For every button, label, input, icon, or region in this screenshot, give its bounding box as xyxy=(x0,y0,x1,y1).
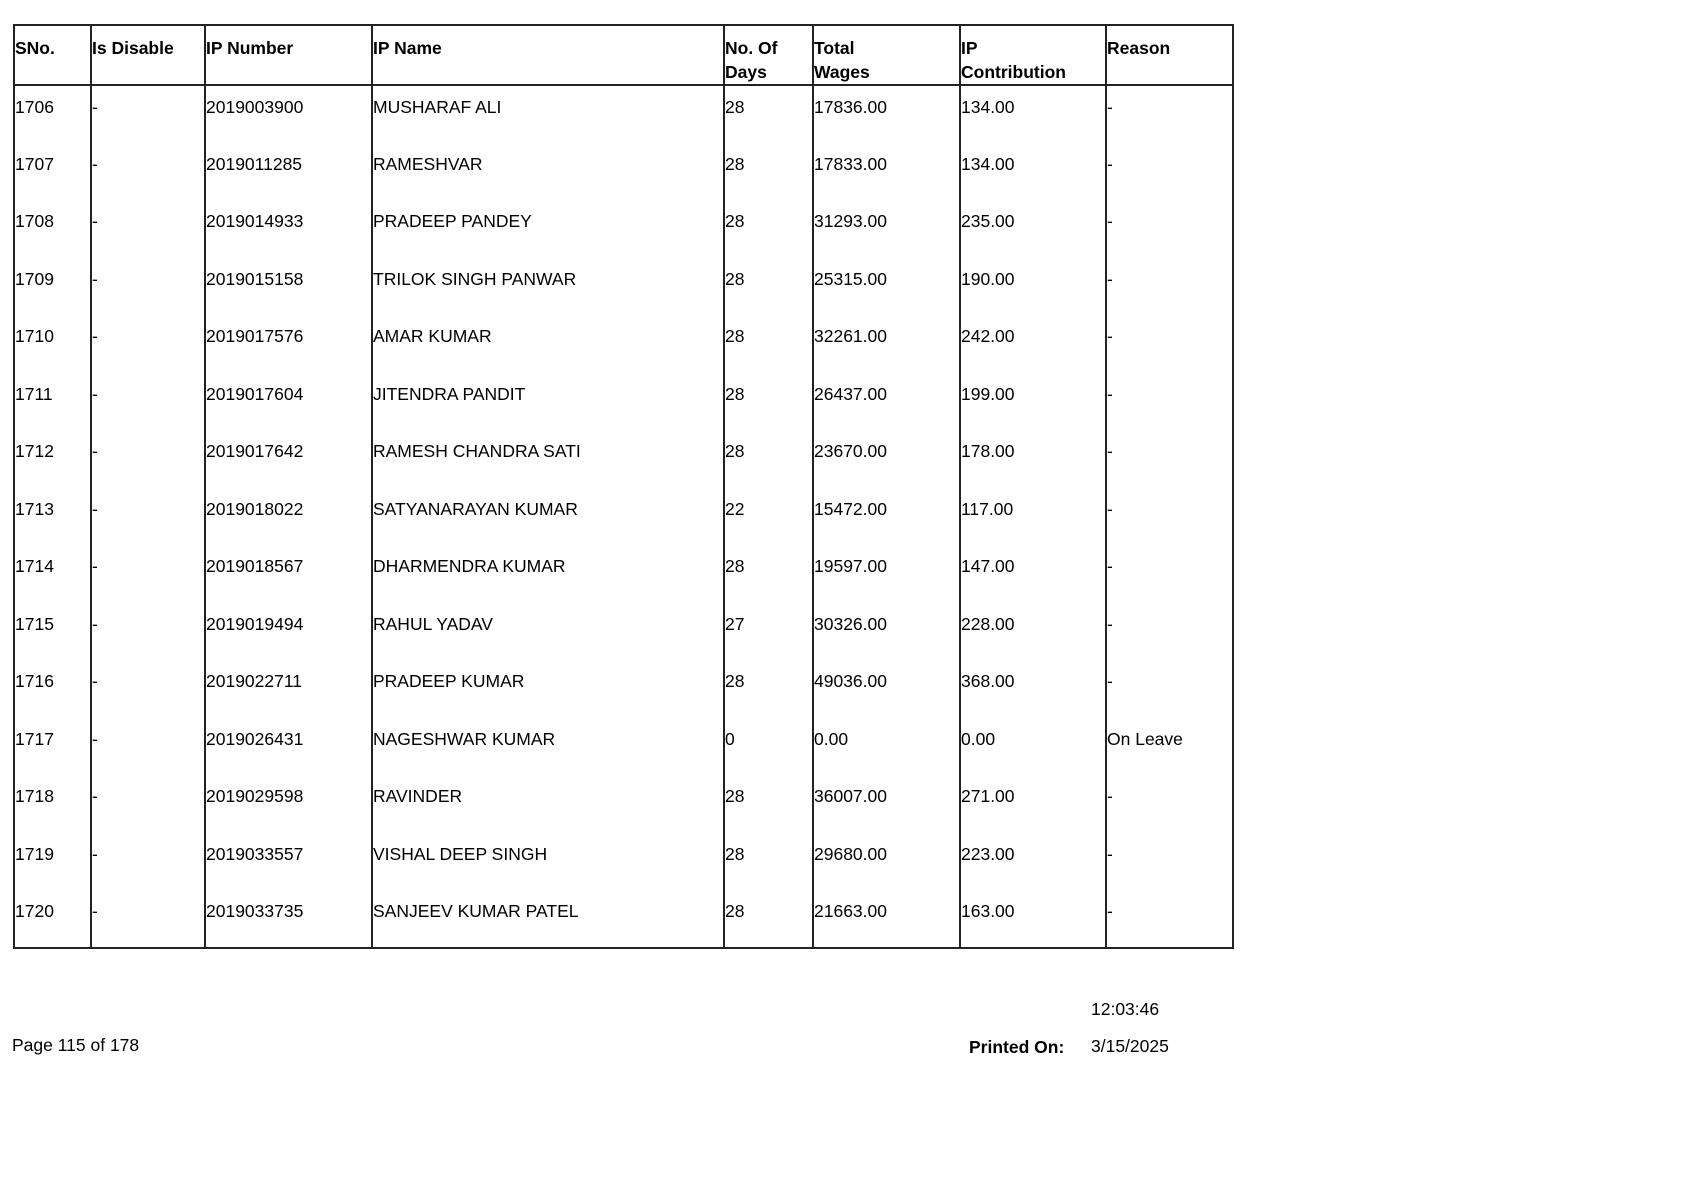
cell-reason: On Leave xyxy=(1106,718,1233,776)
cell-ip-name: RAHUL YADAV xyxy=(372,603,724,661)
cell-ip-contribution: 199.00 xyxy=(960,373,1106,431)
cell-total-wages: 21663.00 xyxy=(813,890,960,948)
cell-ip-contribution: 117.00 xyxy=(960,488,1106,546)
cell-sno: 1711 xyxy=(14,373,91,431)
cell-ip-contribution: 368.00 xyxy=(960,660,1106,718)
cell-ip-name: AMAR KUMAR xyxy=(372,315,724,373)
header-row xyxy=(14,25,1233,85)
contribution-table xyxy=(13,24,1234,949)
cell-ip-number: 2019029598 xyxy=(205,775,372,833)
table-row xyxy=(14,775,1233,833)
header-total-wages-line2: Wages xyxy=(814,62,870,82)
cell-ip-number: 2019014933 xyxy=(205,200,372,258)
table-row xyxy=(14,315,1233,373)
cell-ip-name: VISHAL DEEP SINGH xyxy=(372,833,724,891)
header-no-of-days xyxy=(724,25,813,85)
cell-is-disable: - xyxy=(91,833,205,891)
header-sno: SNo. xyxy=(14,25,91,85)
cell-ip-name: SATYANARAYAN KUMAR xyxy=(372,488,724,546)
cell-sno: 1708 xyxy=(14,200,91,258)
cell-reason: - xyxy=(1106,545,1233,603)
cell-total-wages: 49036.00 xyxy=(813,660,960,718)
cell-reason: - xyxy=(1106,833,1233,891)
cell-ip-name: RAMESH CHANDRA SATI xyxy=(372,430,724,488)
table-row xyxy=(14,833,1233,891)
cell-total-wages: 29680.00 xyxy=(813,833,960,891)
table-row xyxy=(14,488,1233,546)
cell-sno: 1709 xyxy=(14,258,91,316)
cell-total-wages: 23670.00 xyxy=(813,430,960,488)
cell-sno: 1718 xyxy=(14,775,91,833)
printed-time: 12:03:46 xyxy=(1091,999,1160,1019)
cell-total-wages: 17833.00 xyxy=(813,143,960,201)
cell-reason: - xyxy=(1106,660,1233,718)
table-row xyxy=(14,143,1233,201)
cell-sno: 1710 xyxy=(14,315,91,373)
cell-no-of-days: 28 xyxy=(724,258,813,316)
cell-ip-name: JITENDRA PANDIT xyxy=(372,373,724,431)
cell-is-disable: - xyxy=(91,315,205,373)
cell-no-of-days: 28 xyxy=(724,430,813,488)
cell-total-wages: 36007.00 xyxy=(813,775,960,833)
cell-total-wages: 17836.00 xyxy=(813,85,960,143)
cell-no-of-days: 27 xyxy=(724,603,813,661)
cell-ip-name: NAGESHWAR KUMAR xyxy=(372,718,724,776)
cell-reason: - xyxy=(1106,430,1233,488)
cell-no-of-days: 28 xyxy=(724,833,813,891)
header-total-wages-line1: Total xyxy=(814,38,855,58)
cell-ip-contribution: 228.00 xyxy=(960,603,1106,661)
cell-no-of-days: 28 xyxy=(724,775,813,833)
cell-is-disable: - xyxy=(91,718,205,776)
page-number: Page 115 of 178 xyxy=(12,1035,140,1055)
cell-total-wages: 32261.00 xyxy=(813,315,960,373)
cell-ip-name: RAMESHVAR xyxy=(372,143,724,201)
cell-ip-number: 2019011285 xyxy=(205,143,372,201)
cell-is-disable: - xyxy=(91,488,205,546)
cell-reason: - xyxy=(1106,775,1233,833)
cell-sno: 1713 xyxy=(14,488,91,546)
cell-ip-number: 2019026431 xyxy=(205,718,372,776)
cell-ip-contribution: 134.00 xyxy=(960,143,1106,201)
cell-sno: 1720 xyxy=(14,890,91,948)
cell-total-wages: 26437.00 xyxy=(813,373,960,431)
cell-total-wages: 25315.00 xyxy=(813,258,960,316)
table-header xyxy=(14,25,1233,85)
table-row xyxy=(14,718,1233,776)
cell-ip-name: PRADEEP PANDEY xyxy=(372,200,724,258)
cell-is-disable: - xyxy=(91,200,205,258)
header-reason: Reason xyxy=(1106,25,1233,85)
table-row xyxy=(14,660,1233,718)
table-row xyxy=(14,603,1233,661)
header-ip-contribution-line1: IP xyxy=(961,38,978,58)
cell-total-wages: 15472.00 xyxy=(813,488,960,546)
cell-ip-number: 2019018567 xyxy=(205,545,372,603)
header-ip-number: IP Number xyxy=(205,25,372,85)
cell-ip-number: 2019022711 xyxy=(205,660,372,718)
table-body xyxy=(14,85,1233,948)
cell-ip-contribution: 223.00 xyxy=(960,833,1106,891)
cell-is-disable: - xyxy=(91,373,205,431)
cell-ip-contribution: 0.00 xyxy=(960,718,1106,776)
cell-is-disable: - xyxy=(91,545,205,603)
cell-ip-number: 2019015158 xyxy=(205,258,372,316)
cell-no-of-days: 28 xyxy=(724,660,813,718)
cell-no-of-days: 28 xyxy=(724,85,813,143)
cell-ip-number: 2019003900 xyxy=(205,85,372,143)
cell-is-disable: - xyxy=(91,85,205,143)
cell-total-wages: 19597.00 xyxy=(813,545,960,603)
printed-on-label: Printed On: xyxy=(969,1037,1065,1057)
cell-is-disable: - xyxy=(91,258,205,316)
cell-ip-contribution: 134.00 xyxy=(960,85,1106,143)
cell-ip-name: SANJEEV KUMAR PATEL xyxy=(372,890,724,948)
cell-no-of-days: 28 xyxy=(724,143,813,201)
table-row xyxy=(14,545,1233,603)
header-no-of-days-line1: No. Of xyxy=(725,38,778,58)
cell-no-of-days: 22 xyxy=(724,488,813,546)
cell-sno: 1716 xyxy=(14,660,91,718)
cell-ip-number: 2019017604 xyxy=(205,373,372,431)
cell-ip-contribution: 163.00 xyxy=(960,890,1106,948)
cell-sno: 1712 xyxy=(14,430,91,488)
table-row xyxy=(14,258,1233,316)
cell-no-of-days: 28 xyxy=(724,545,813,603)
header-no-of-days-line2: Days xyxy=(725,62,767,82)
cell-reason: - xyxy=(1106,603,1233,661)
cell-ip-name: TRILOK SINGH PANWAR xyxy=(372,258,724,316)
cell-no-of-days: 28 xyxy=(724,890,813,948)
cell-ip-contribution: 242.00 xyxy=(960,315,1106,373)
cell-ip-contribution: 147.00 xyxy=(960,545,1106,603)
table-row xyxy=(14,430,1233,488)
cell-reason: - xyxy=(1106,488,1233,546)
cell-ip-contribution: 190.00 xyxy=(960,258,1106,316)
cell-reason: - xyxy=(1106,143,1233,201)
cell-no-of-days: 28 xyxy=(724,373,813,431)
cell-sno: 1719 xyxy=(14,833,91,891)
cell-ip-name: RAVINDER xyxy=(372,775,724,833)
cell-is-disable: - xyxy=(91,660,205,718)
cell-sno: 1706 xyxy=(14,85,91,143)
cell-reason: - xyxy=(1106,373,1233,431)
cell-sno: 1707 xyxy=(14,143,91,201)
table-row xyxy=(14,200,1233,258)
cell-no-of-days: 28 xyxy=(724,200,813,258)
cell-ip-contribution: 178.00 xyxy=(960,430,1106,488)
cell-total-wages: 0.00 xyxy=(813,718,960,776)
cell-reason: - xyxy=(1106,890,1233,948)
table-row xyxy=(14,85,1233,143)
cell-reason: - xyxy=(1106,200,1233,258)
cell-is-disable: - xyxy=(91,890,205,948)
header-ip-contribution xyxy=(960,25,1106,85)
cell-ip-number: 2019033735 xyxy=(205,890,372,948)
cell-ip-name: DHARMENDRA KUMAR xyxy=(372,545,724,603)
table-row xyxy=(14,890,1233,948)
cell-ip-number: 2019017576 xyxy=(205,315,372,373)
cell-is-disable: - xyxy=(91,430,205,488)
cell-reason: - xyxy=(1106,85,1233,143)
cell-is-disable: - xyxy=(91,775,205,833)
cell-is-disable: - xyxy=(91,603,205,661)
cell-ip-number: 2019033557 xyxy=(205,833,372,891)
cell-reason: - xyxy=(1106,258,1233,316)
cell-ip-name: MUSHARAF ALI xyxy=(372,85,724,143)
cell-sno: 1715 xyxy=(14,603,91,661)
cell-sno: 1717 xyxy=(14,718,91,776)
cell-total-wages: 30326.00 xyxy=(813,603,960,661)
cell-is-disable: - xyxy=(91,143,205,201)
cell-no-of-days: 28 xyxy=(724,315,813,373)
printed-date: 3/15/2025 xyxy=(1091,1036,1169,1056)
cell-sno: 1714 xyxy=(14,545,91,603)
cell-ip-number: 2019017642 xyxy=(205,430,372,488)
header-ip-contribution-line2: Contribution xyxy=(961,62,1066,82)
header-is-disable: Is Disable xyxy=(91,25,205,85)
header-total-wages xyxy=(813,25,960,85)
cell-ip-contribution: 235.00 xyxy=(960,200,1106,258)
cell-ip-name: PRADEEP KUMAR xyxy=(372,660,724,718)
cell-no-of-days: 0 xyxy=(724,718,813,776)
cell-ip-contribution: 271.00 xyxy=(960,775,1106,833)
table-row xyxy=(14,373,1233,431)
header-ip-name: IP Name xyxy=(372,25,724,85)
cell-reason: - xyxy=(1106,315,1233,373)
cell-ip-number: 2019019494 xyxy=(205,603,372,661)
cell-ip-number: 2019018022 xyxy=(205,488,372,546)
cell-total-wages: 31293.00 xyxy=(813,200,960,258)
